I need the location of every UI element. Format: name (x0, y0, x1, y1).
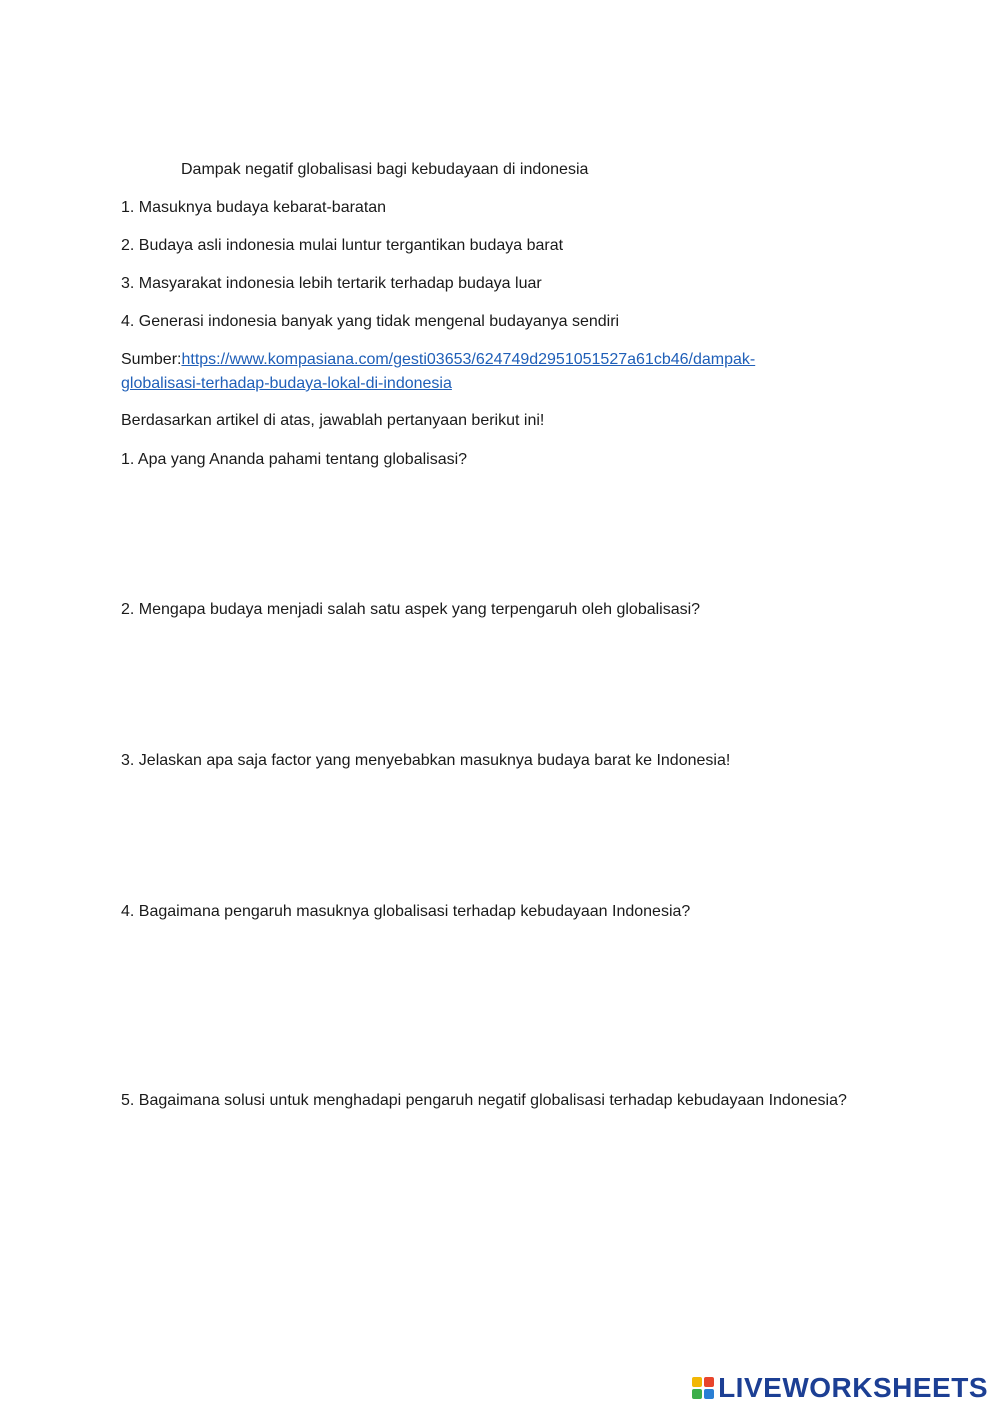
point-item: 1. Masuknya budaya kebarat-baratan (121, 199, 387, 216)
source-link[interactable] (121, 351, 755, 392)
question-4: 4. Bagaimana pengaruh masuknya globalisasi terhadap kebudayaan Indonesia? (121, 903, 691, 920)
liveworksheets-brand (692, 1372, 988, 1404)
point-item: 3. Masyarakat indonesia lebih tertarik terhadap budaya luar (121, 275, 542, 292)
point-item: 2. Budaya asli indonesia mulai luntur tergantikan budaya barat (121, 237, 564, 254)
source-link-line2[interactable]: globalisasi-terhadap-budaya-lokal-di-indonesia (121, 375, 452, 392)
point-item: 4. Generasi indonesia banyak yang tidak mengenal budayanya sendiri (121, 313, 620, 330)
question-2: 2. Mengapa budaya menjadi salah satu aspek yang terpengaruh oleh globalisasi? (121, 601, 701, 618)
question-5: 5. Bagaimana solusi untuk menghadapi pengaruh negatif globalisasi terhadap kebudayaan Indonesia? (121, 1092, 847, 1109)
instruction-text: Berdasarkan artikel di atas, jawablah pertanyaan berikut ini! (121, 412, 545, 429)
source-citation (121, 348, 821, 396)
liveworksheets-logo-icon (692, 1377, 714, 1399)
question-3: 3. Jelaskan apa saja factor yang menyebabkan masuknya budaya barat ke Indonesia! (121, 752, 731, 769)
brand-name: LIVEWORKSHEETS (718, 1372, 988, 1403)
source-link-line1[interactable]: https://www.kompasiana.com/gesti03653/624749d2951051527a61cb46/dampak- (181, 351, 756, 368)
document-title: Dampak negatif globalisasi bagi kebudayaan di indonesia (181, 161, 589, 178)
question-1: 1. Apa yang Ananda pahami tentang globalisasi? (121, 451, 468, 468)
source-label: Sumber: (121, 351, 182, 368)
